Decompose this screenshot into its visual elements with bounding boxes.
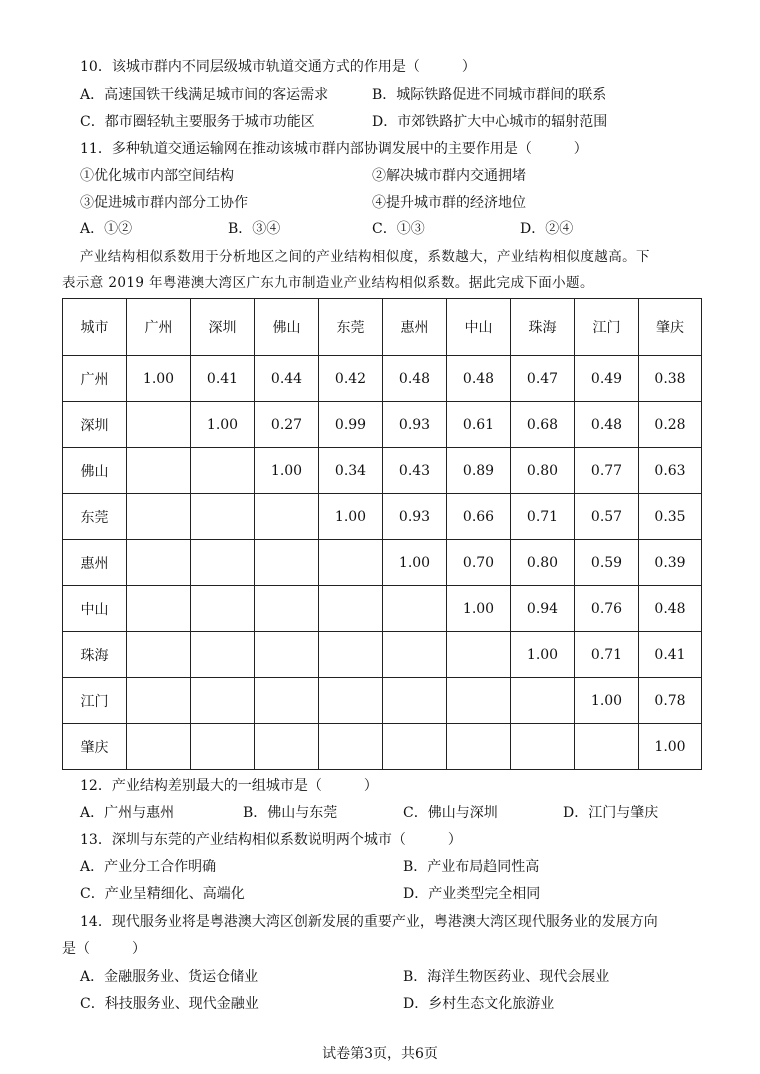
table-cell (447, 632, 511, 678)
q12-stem: 12．产业结构差别最大的一组城市是（ ） (80, 778, 378, 794)
table-cell (383, 632, 447, 678)
table-cell: 0.59 (575, 540, 639, 586)
q12-option-d: D．江门与肇庆 (563, 805, 659, 821)
table-cell (255, 724, 319, 770)
table-cell (319, 678, 383, 724)
table-cell (319, 632, 383, 678)
table-cell (191, 678, 255, 724)
table-cell: 0.41 (639, 632, 702, 678)
table-cell: 0.66 (447, 494, 511, 540)
table-cell: 1.00 (383, 540, 447, 586)
table-cell: 1.00 (191, 402, 255, 448)
table-cell: 0.71 (575, 632, 639, 678)
table-cell: 0.27 (255, 402, 319, 448)
table-header-cell: 深圳 (191, 299, 255, 356)
q11-item-4: ④提升城市群的经济地位 (372, 195, 526, 211)
table-cell (255, 586, 319, 632)
table-cell: 0.28 (639, 402, 702, 448)
q10-option-a: A．高速国铁干线满足城市间的客运需求 (80, 87, 329, 103)
q14-stem-line-1: 14．现代服务业将是粤港澳大湾区创新发展的重要产业，粤港澳大湾区现代服务业的发展方向 (80, 914, 658, 930)
table-cell: 0.49 (575, 356, 639, 402)
q14-option-a: A．金融服务业、货运仓储业 (80, 969, 259, 985)
q12-option-b: B．佛山与东莞 (243, 805, 338, 821)
table-header-cell: 东莞 (319, 299, 383, 356)
table-cell: 0.89 (447, 448, 511, 494)
q11-item-2: ②解决城市群内交通拥堵 (372, 168, 526, 184)
table-header-cell: 佛山 (255, 299, 319, 356)
q13-option-c: C．产业呈精细化、高端化 (80, 886, 245, 902)
table-header-cell: 中山 (447, 299, 511, 356)
table-cell: 0.70 (447, 540, 511, 586)
table-cell: 0.80 (511, 540, 575, 586)
table-cell: 0.41 (191, 356, 255, 402)
q10-option-d: D．市郊铁路扩大中心城市的辐射范围 (372, 114, 608, 130)
table-cell (127, 448, 191, 494)
table-cell (191, 724, 255, 770)
table-row (63, 494, 702, 540)
table-cell (127, 586, 191, 632)
q12-option-a: A．广州与惠州 (80, 805, 175, 821)
table-cell: 0.77 (575, 448, 639, 494)
q11-option-d: D．②④ (520, 221, 574, 237)
q14-option-b: B．海洋生物医药业、现代会展业 (403, 969, 610, 985)
table-cell (127, 402, 191, 448)
table-cell (319, 724, 383, 770)
table-row-label: 江门 (63, 678, 127, 724)
q11-item-3: ③促进城市群内部分工协作 (80, 195, 248, 211)
table-row (63, 724, 702, 770)
table-row (63, 448, 702, 494)
table-cell (447, 724, 511, 770)
intro-line-2: 表示意 2019 年粤港澳大湾区广东九市制造业产业结构相似系数。据此完成下面小题。 (62, 275, 594, 291)
table-cell: 0.48 (639, 586, 702, 632)
table-cell: 0.47 (511, 356, 575, 402)
table-cell: 0.43 (383, 448, 447, 494)
table-cell (255, 494, 319, 540)
table-cell: 0.38 (639, 356, 702, 402)
table-header-cell: 江门 (575, 299, 639, 356)
table-row-label: 惠州 (63, 540, 127, 586)
q11-option-b: B．③④ (228, 221, 281, 237)
table-cell (383, 586, 447, 632)
table-cell: 1.00 (511, 632, 575, 678)
table-header-cell: 惠州 (383, 299, 447, 356)
q11-option-c: C．①③ (372, 221, 425, 237)
table-row (63, 632, 702, 678)
table-cell: 0.48 (575, 402, 639, 448)
table-cell (319, 586, 383, 632)
table-cell (191, 494, 255, 540)
table-cell: 1.00 (319, 494, 383, 540)
table-cell: 1.00 (639, 724, 702, 770)
table-cell: 0.39 (639, 540, 702, 586)
table-cell: 0.63 (639, 448, 702, 494)
table-cell (447, 678, 511, 724)
table-cell: 0.93 (383, 402, 447, 448)
table-cell: 0.48 (383, 356, 447, 402)
q11-option-a: A．①② (80, 221, 133, 237)
table-cell (191, 586, 255, 632)
q10-stem: 10．该城市群内不同层级城市轨道交通方式的作用是（ ） (80, 59, 476, 75)
table-cell (127, 678, 191, 724)
table-row-label: 东莞 (63, 494, 127, 540)
table-cell: 0.48 (447, 356, 511, 402)
table-row (63, 586, 702, 632)
table-header-cell: 广州 (127, 299, 191, 356)
q14-stem-line-2: 是（ ） (62, 941, 146, 957)
table-cell: 0.68 (511, 402, 575, 448)
table-cell (127, 632, 191, 678)
table-header-cell: 肇庆 (639, 299, 702, 356)
q11-stem: 11．多种轨道交通运输网在推动该城市群内部协调发展中的主要作用是（ ） (80, 141, 588, 157)
table-row-label: 佛山 (63, 448, 127, 494)
table-cell (191, 540, 255, 586)
table-row (63, 678, 702, 724)
table-cell (255, 678, 319, 724)
table-header-cell: 城市 (63, 299, 127, 356)
table-cell (191, 632, 255, 678)
table-header-cell: 珠海 (511, 299, 575, 356)
table-row-label: 中山 (63, 586, 127, 632)
q11-item-1: ①优化城市内部空间结构 (80, 168, 234, 184)
table-cell: 0.93 (383, 494, 447, 540)
table-cell: 1.00 (127, 356, 191, 402)
table-cell: 1.00 (575, 678, 639, 724)
q10-option-c: C．都市圈轻轨主要服务于城市功能区 (80, 114, 315, 130)
table-row-label: 肇庆 (63, 724, 127, 770)
table-cell: 0.42 (319, 356, 383, 402)
table-cell (127, 494, 191, 540)
table-cell (575, 724, 639, 770)
table-cell: 0.34 (319, 448, 383, 494)
table-header-row (63, 299, 702, 356)
table-cell: 0.71 (511, 494, 575, 540)
table-cell: 0.61 (447, 402, 511, 448)
table-row-label: 深圳 (63, 402, 127, 448)
table-cell (255, 632, 319, 678)
q13-option-d: D．产业类型完全相同 (403, 886, 541, 902)
table-cell (511, 724, 575, 770)
table-row (63, 540, 702, 586)
table-cell (383, 724, 447, 770)
table-row (63, 402, 702, 448)
table-cell: 0.94 (511, 586, 575, 632)
table-row-label: 珠海 (63, 632, 127, 678)
table-cell: 0.99 (319, 402, 383, 448)
table-cell (191, 448, 255, 494)
table-row-label: 广州 (63, 356, 127, 402)
table-cell: 1.00 (447, 586, 511, 632)
table-cell: 0.80 (511, 448, 575, 494)
table-cell: 1.00 (255, 448, 319, 494)
q12-option-c: C．佛山与深圳 (403, 805, 498, 821)
q14-option-d: D．乡村生态文化旅游业 (403, 996, 555, 1012)
table-cell (319, 540, 383, 586)
intro-line-1: 产业结构相似系数用于分析地区之间的产业结构相似度，系数越大，产业结构相似度越高。下 (80, 249, 650, 265)
similarity-table (62, 298, 702, 770)
q13-option-b: B．产业布局趋同性高 (403, 859, 540, 875)
page-footer: 试卷第3页，共6页 (322, 1046, 438, 1062)
table-cell (127, 724, 191, 770)
q13-option-a: A．产业分工合作明确 (80, 859, 217, 875)
table-cell: 0.76 (575, 586, 639, 632)
table-cell: 0.57 (575, 494, 639, 540)
q10-option-b: B．城际铁路促进不同城市群间的联系 (372, 87, 607, 103)
table-cell: 0.78 (639, 678, 702, 724)
q14-option-c: C．科技服务业、现代金融业 (80, 996, 259, 1012)
table-row (63, 356, 702, 402)
table-cell: 0.44 (255, 356, 319, 402)
table-cell: 0.35 (639, 494, 702, 540)
q13-stem: 13．深圳与东莞的产业结构相似系数说明两个城市（ ） (80, 832, 462, 848)
table-cell (255, 540, 319, 586)
table-cell (383, 678, 447, 724)
table-cell (127, 540, 191, 586)
table-cell (511, 678, 575, 724)
